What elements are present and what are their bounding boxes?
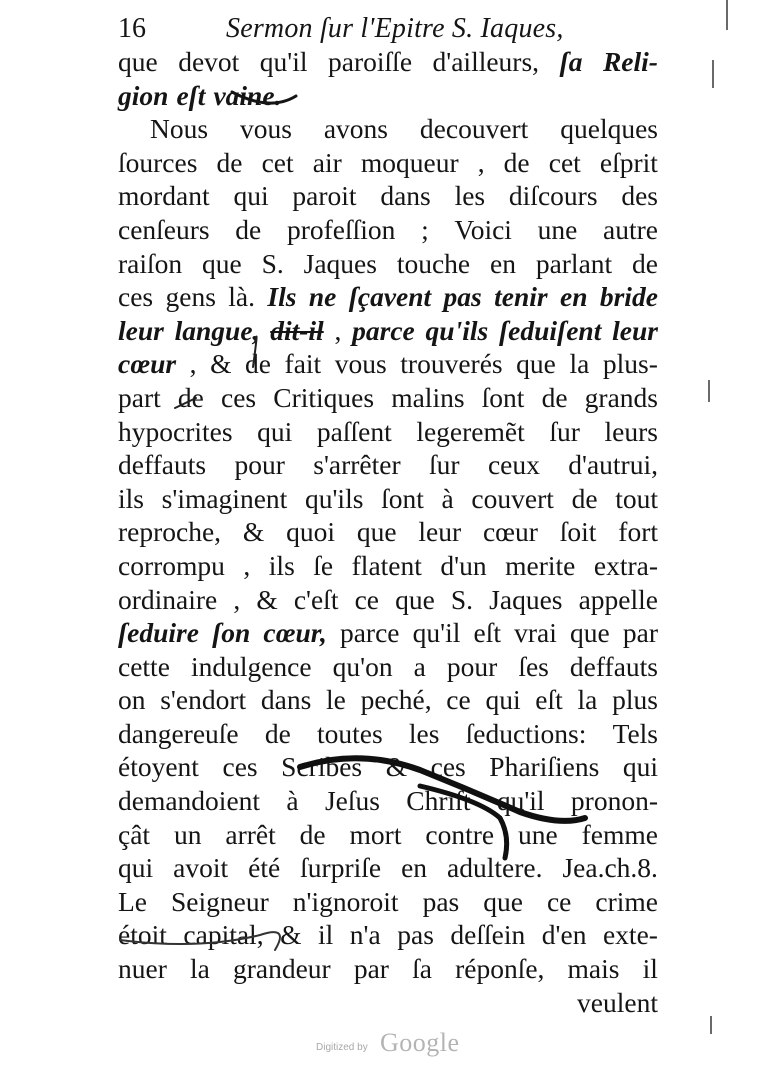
word: merite	[505, 549, 576, 581]
word: ces	[222, 751, 258, 783]
word: pas	[397, 919, 434, 951]
word: ils	[118, 482, 144, 514]
word: n'ignoroit	[292, 885, 399, 917]
word: indulgence	[190, 650, 312, 682]
word: &	[242, 516, 265, 548]
word: eſt	[176, 79, 206, 111]
word: en	[559, 281, 588, 313]
text-line	[118, 280, 658, 314]
word: ordinaire	[118, 583, 218, 615]
text-line	[118, 750, 658, 784]
word: qu'on	[332, 650, 393, 682]
word: ſe	[313, 549, 334, 581]
word: dit-il	[270, 314, 324, 346]
word: qui	[622, 751, 658, 783]
word: que	[356, 516, 397, 548]
word: de	[571, 482, 598, 514]
word: ils	[268, 549, 295, 581]
word: nuer	[118, 953, 167, 985]
text-line	[118, 851, 658, 885]
word: cet	[548, 146, 581, 178]
word: fait	[284, 348, 322, 380]
word: un	[173, 818, 202, 850]
word: vrai	[514, 617, 557, 649]
word: S.	[450, 583, 474, 615]
word: ſurpriſe	[300, 852, 382, 884]
word: pour	[234, 449, 285, 481]
word: Scribes	[281, 751, 363, 783]
text-line	[118, 213, 658, 247]
word: leur	[118, 314, 164, 346]
word: qu'il	[259, 46, 308, 77]
word: cet	[261, 146, 294, 178]
word: ,	[334, 314, 342, 346]
word: cœur,	[263, 617, 327, 649]
word: Voici	[454, 213, 512, 245]
word: étoyent	[118, 751, 199, 783]
word: cœur	[118, 348, 177, 380]
text-line	[118, 650, 658, 684]
word: appelle	[578, 583, 658, 615]
word: paroit	[292, 180, 357, 212]
word: ſont	[481, 381, 525, 413]
word: plus	[612, 684, 658, 716]
text-line	[118, 45, 658, 79]
word: paroiſſe	[328, 46, 413, 77]
text-line	[118, 179, 658, 213]
word: Ils	[267, 281, 297, 313]
word: moqueur	[360, 146, 459, 178]
word: à	[441, 482, 454, 514]
word: s'imaginent	[161, 482, 288, 514]
text-line	[118, 717, 658, 751]
margin-mark	[708, 380, 710, 402]
word: ces	[430, 751, 466, 783]
word: que	[118, 46, 158, 77]
word: fort	[618, 516, 658, 548]
word: veulent	[577, 986, 658, 1018]
text-line	[118, 683, 658, 717]
word: cette	[118, 650, 170, 682]
google-logo: Google	[380, 1028, 460, 1057]
text-line	[118, 112, 658, 146]
word: devot	[178, 46, 240, 77]
word: Jea.ch.8.	[562, 852, 658, 884]
word: touche	[396, 247, 471, 279]
word: ſoit	[559, 516, 597, 548]
word: legeremẽt	[416, 415, 525, 447]
word: Jeſus	[324, 785, 380, 817]
text-line	[118, 79, 658, 113]
page-footer	[0, 1028, 768, 1068]
word: ſur	[429, 449, 460, 481]
word: s'arrêter	[313, 449, 401, 481]
word: qu'ils	[304, 482, 364, 514]
word: ;	[421, 213, 429, 245]
word: ,	[189, 348, 197, 380]
word: n'a	[349, 919, 381, 951]
word: ce	[546, 885, 572, 917]
text-line	[118, 381, 658, 415]
word: cenſeurs	[118, 213, 210, 245]
word: les	[454, 180, 486, 212]
word: une	[518, 818, 558, 850]
text-line	[118, 146, 658, 180]
word: ſeduiſent	[499, 314, 602, 346]
word: leur	[612, 314, 658, 346]
word: Le	[118, 885, 148, 917]
word: il	[642, 953, 658, 985]
word: ſeductions:	[465, 717, 587, 749]
word: de	[177, 381, 204, 413]
word: Phariſiens	[489, 751, 600, 783]
running-title: Sermon ſur l'Epitre S. Iaques,	[226, 13, 564, 44]
word: langue,	[174, 314, 260, 346]
word: par	[353, 953, 389, 985]
word: arrêt	[225, 818, 276, 850]
word: Tels	[612, 717, 658, 749]
word: ,	[477, 146, 485, 178]
word: diſcours	[508, 180, 598, 212]
word: qu'il	[412, 617, 461, 649]
word: eſt	[473, 617, 501, 649]
word: capital,	[183, 919, 264, 951]
word: la	[577, 684, 598, 716]
word: adultere.	[447, 852, 543, 884]
word: toutes	[317, 717, 383, 749]
word: dans	[260, 684, 312, 716]
word: &	[210, 348, 232, 380]
word: tenir	[494, 281, 548, 313]
word: à	[286, 785, 299, 817]
word: grandeur	[232, 953, 331, 985]
text-line	[118, 952, 658, 986]
word: &	[280, 919, 302, 951]
word: ,	[233, 583, 241, 615]
word: deſſein	[450, 919, 526, 951]
word: dangereuſe	[118, 717, 239, 749]
word: été	[248, 852, 281, 884]
word: de	[299, 818, 326, 850]
word: Seigneur	[171, 885, 269, 917]
word: bride	[599, 281, 658, 313]
word: pronon-	[570, 785, 658, 817]
text-line	[118, 314, 658, 348]
word: Reli-	[602, 46, 658, 77]
word: ſes	[518, 650, 549, 682]
word: que	[395, 583, 435, 615]
digitized-by-label: Digitized by	[316, 1042, 368, 1053]
text-line	[118, 818, 658, 852]
text-line	[118, 415, 658, 449]
word: pas	[422, 885, 460, 917]
text-line	[118, 549, 658, 583]
word: avoit	[173, 852, 229, 884]
word: d'en	[541, 919, 587, 951]
word: qu'ils	[425, 314, 489, 346]
page-header	[118, 10, 658, 46]
word: leur	[418, 516, 462, 548]
word: des	[621, 180, 658, 212]
word: gens	[165, 281, 216, 313]
word: il	[318, 919, 334, 951]
word: air	[312, 146, 342, 178]
word: Critiques	[273, 381, 375, 413]
word: qui	[118, 852, 154, 884]
text-line	[118, 616, 658, 650]
word: S.	[261, 247, 284, 279]
word: Jaques	[489, 583, 563, 615]
word: qu'il	[496, 785, 545, 817]
word: a	[413, 650, 426, 682]
word: ſur	[549, 415, 580, 447]
word: ſçavent	[348, 281, 432, 313]
word: couvert	[471, 482, 554, 514]
text-line	[118, 986, 658, 1020]
word: avons	[323, 113, 388, 145]
word: vaine.	[213, 79, 282, 111]
word: tout	[615, 482, 658, 514]
word: ſources	[118, 146, 198, 178]
word: ce	[446, 684, 471, 716]
margin-mark	[712, 60, 714, 88]
word: ces	[118, 281, 154, 313]
word: la	[190, 953, 210, 985]
word: femme	[581, 818, 658, 850]
word: Nous	[150, 113, 209, 145]
word: la	[569, 348, 590, 380]
word: s'endort	[160, 684, 247, 716]
word: que	[570, 617, 610, 649]
text-line	[118, 918, 658, 952]
word: ſa	[559, 46, 583, 77]
word: de	[245, 348, 271, 380]
word: deffauts	[118, 449, 207, 481]
word: Chriſt	[406, 785, 471, 817]
text-line	[118, 885, 658, 919]
word: parce	[339, 617, 400, 649]
word: que	[516, 348, 556, 380]
word: parce	[352, 314, 415, 346]
text-line	[118, 784, 658, 818]
word: pas	[443, 281, 482, 313]
text-line	[118, 583, 658, 617]
word: reproche,	[118, 516, 222, 548]
word: ſeduire	[118, 617, 199, 649]
word: mordant	[118, 180, 210, 212]
word: par	[622, 617, 658, 649]
word: Jaques	[303, 247, 377, 279]
word: pour	[446, 650, 498, 682]
word: autre	[603, 213, 658, 245]
word: de	[632, 247, 658, 279]
word: on	[118, 684, 146, 716]
word: &	[385, 751, 408, 783]
word: de	[503, 146, 530, 178]
word: que	[483, 885, 523, 917]
page-number: 16	[118, 13, 146, 44]
word: trouverés	[400, 348, 503, 380]
word: ſa	[412, 953, 432, 985]
word: &	[256, 583, 278, 615]
word: peché,	[360, 684, 432, 716]
word: malins	[391, 381, 465, 413]
word: c'eſt	[293, 583, 339, 615]
word: en	[401, 852, 428, 884]
text-line	[118, 482, 658, 516]
word: cœur	[482, 516, 538, 548]
word: çât	[118, 818, 151, 850]
margin-mark	[726, 0, 728, 30]
word: parlant	[535, 247, 613, 279]
word: part	[118, 381, 161, 413]
word: quoi	[286, 516, 335, 548]
word: contre	[425, 818, 495, 850]
word: extra-	[593, 549, 658, 581]
word: deffauts	[569, 650, 658, 682]
word: de	[541, 381, 568, 413]
text-line	[118, 515, 658, 549]
text-line	[118, 448, 658, 482]
word: quelques	[560, 113, 658, 145]
text-line	[118, 347, 658, 381]
word: qui	[257, 415, 293, 447]
word: crime	[595, 885, 658, 917]
word: mort	[349, 818, 402, 850]
word: exte-	[602, 919, 658, 951]
sermon-text	[118, 45, 658, 1019]
word: paſſent	[316, 415, 392, 447]
text-line	[118, 247, 658, 281]
word: ſon	[212, 617, 251, 649]
word: vous	[239, 113, 292, 145]
word: réponſe,	[455, 953, 545, 985]
word: ces	[220, 381, 257, 413]
word: ceux	[487, 449, 540, 481]
word: decouvert	[419, 113, 529, 145]
word: en	[489, 247, 516, 279]
word: d'ailleurs,	[432, 46, 540, 77]
word: mais	[567, 953, 620, 985]
word: ſont	[381, 482, 424, 514]
word: d'un	[440, 549, 487, 581]
word: hypocrites	[118, 415, 233, 447]
word: ne	[308, 281, 337, 313]
word: les	[408, 717, 440, 749]
word: flatent	[351, 549, 422, 581]
word: dans	[380, 180, 431, 212]
word: demandoient	[118, 785, 261, 817]
word: profeſſion	[286, 213, 396, 245]
word: raiſon	[118, 247, 183, 279]
word: corrompu	[118, 549, 225, 581]
word: étoit	[118, 919, 167, 951]
word: ,	[243, 549, 251, 581]
word: gion	[118, 79, 169, 111]
word: leurs	[604, 415, 658, 447]
word: que	[202, 247, 242, 279]
word: qui	[485, 684, 521, 716]
word: eſprit	[599, 146, 658, 178]
word: vous	[334, 348, 387, 380]
word: ce	[354, 583, 379, 615]
word: de	[264, 717, 291, 749]
word: là.	[228, 281, 256, 313]
word: eſt	[535, 684, 563, 716]
word: une	[537, 213, 578, 245]
word: grands	[584, 381, 658, 413]
word: d'autrui,	[568, 449, 658, 481]
word: de	[235, 213, 262, 245]
word: qui	[233, 180, 269, 212]
word: plus-	[602, 348, 658, 380]
word: de	[216, 146, 243, 178]
word: le	[326, 684, 346, 716]
